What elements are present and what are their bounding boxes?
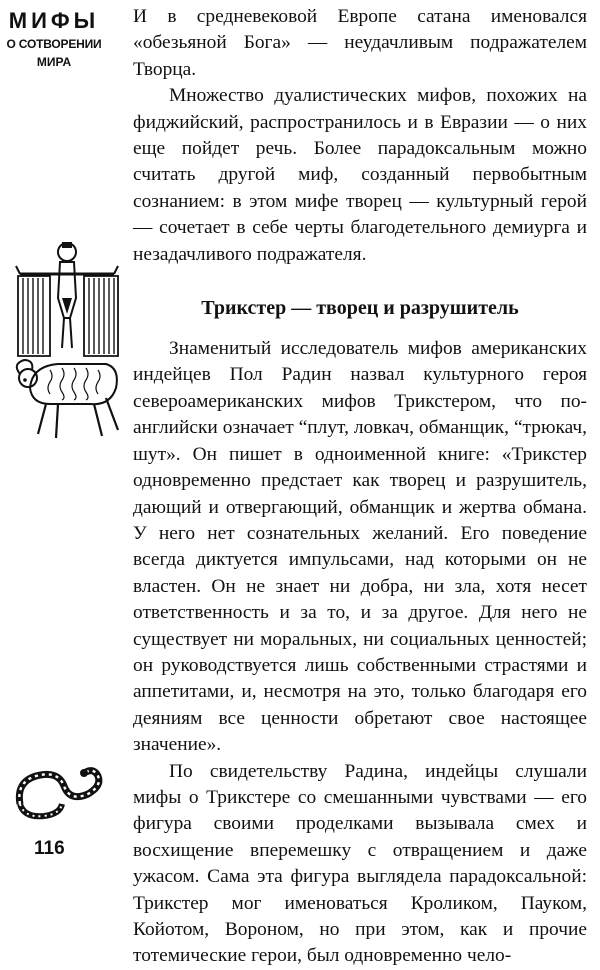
- running-head: [0, 10, 108, 68]
- paragraph: Множество дуалистических мифов, похожих на фиджийский, распространилось и в Евразии — о них еще пойдет речь. Более парадоксальным можно считать другой миф, созданный первобытным сознанием: в этом мифе творец — культурный герой — сочетает в себе черты благодетельного демиурга и незадачливого подражателя.: [133, 85, 587, 265]
- serpent-ornament-illustration: [14, 764, 104, 824]
- paragraph: Знаменитый исследователь мифов американских индейцев Пол Радин назвал культурного героя североамериканских мифов Трикстером, что по-английски означает “плут, ловкач, обманщик, “трюкач, шут». Он пишет в одноименной книге: «Трикстер одновременно предстает как творец и разрушитель, дающий и отвергающий, обманщик и жертва обмана. У него нет сознательных желаний. Его поведение всегда диктуется импульсами, над которыми он не властен. Он не знает ни добра, ни зла, хотя несет ответственность и за то, и за другое. Для него не существует ни моральных, ни социальных ценностей; он руководствуется лишь собственными страстями и аппетитами, и, несмотря на это, только благодаря его деяниям все ценности обретают свое настоящее значение».: [133, 338, 587, 756]
- running-head-subtitle-2: МИРА: [36, 55, 72, 69]
- running-head-subtitle: О СОТВОРЕНИИ: [6, 37, 102, 51]
- running-head-title: МИФЫ: [8, 8, 100, 33]
- trickster-figure-illustration: [10, 238, 124, 448]
- paragraph: По свидетельству Радина, индейцы слушали мифы о Трикстере со смешанными чувствами — его фигура своими проделками вызывала смех и восхищение вперемешку с отвращением и даже ужасом. Сама эта фигура выглядела парадоксальной: Трикстер мог именоваться Кроликом, Пауком, Койотом, Вороном, но при этом, как и прочие тотемические герои, был одновременно чело-: [133, 760, 587, 967]
- page-number: 116: [34, 838, 65, 859]
- section-heading: Трикстер — творец и разрушитель: [201, 297, 519, 320]
- main-text-column: [133, 4, 587, 970]
- paragraph: И в средневековой Европе сатана именовался «обезьяной Бога» — неудачливым подражателем Творца.: [133, 6, 587, 80]
